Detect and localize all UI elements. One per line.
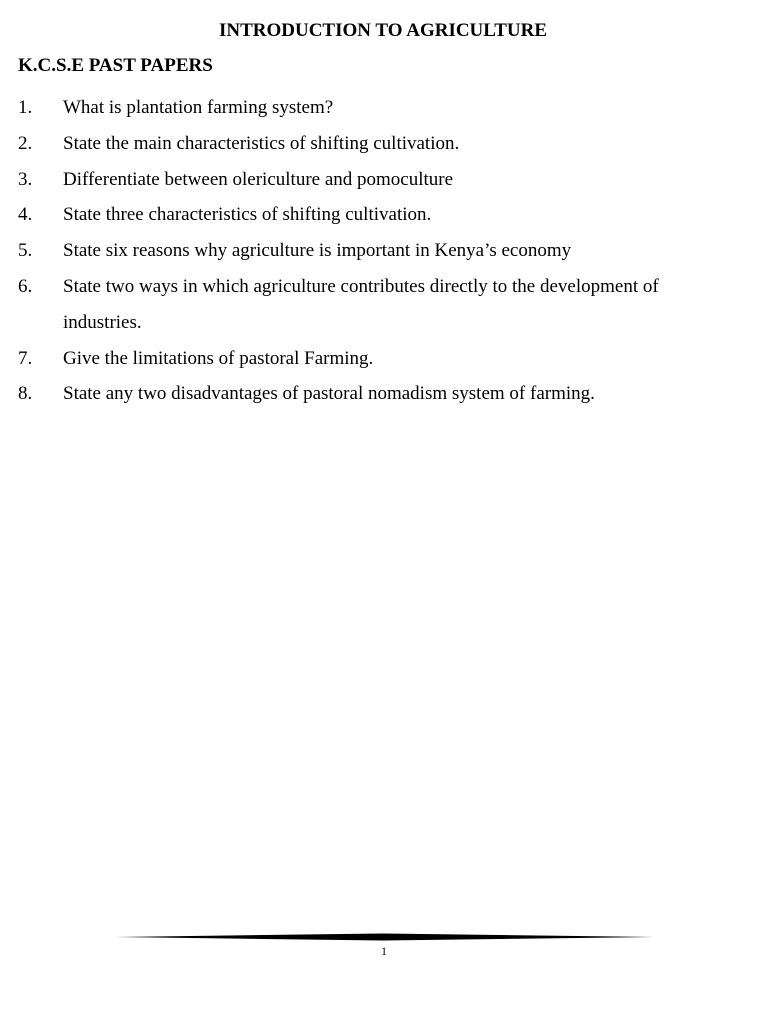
question-number: 5. xyxy=(18,240,33,262)
question-number: 7. xyxy=(18,347,33,369)
question-item xyxy=(0,162,768,198)
footer-rule xyxy=(114,933,654,941)
question-number: 4. xyxy=(18,204,33,226)
question-text: Give the limitations of pastoral Farming. xyxy=(63,347,374,369)
question-item xyxy=(0,197,768,233)
question-item xyxy=(0,341,768,377)
section-heading: K.C.S.E PAST PAPERS xyxy=(18,55,213,76)
question-text: State two ways in which agriculture contributes directly to the development of industries. xyxy=(63,275,659,333)
question-number: 8. xyxy=(18,383,33,405)
question-text: State any two disadvantages of pastoral nomadism system of farming. xyxy=(63,383,595,405)
question-text: What is plantation farming system? xyxy=(63,97,334,118)
question-text: State six reasons why agriculture is important in Kenya’s economy xyxy=(63,240,572,262)
question-text: State the main characteristics of shifting cultivation. xyxy=(63,132,460,154)
question-number: 3. xyxy=(18,168,33,190)
question-item xyxy=(0,233,768,269)
question-item xyxy=(0,126,768,162)
question-number: 1. xyxy=(18,97,33,118)
question-list xyxy=(0,90,768,412)
question-number: 6. xyxy=(18,275,33,297)
page-number: 1 xyxy=(381,944,387,958)
question-item xyxy=(0,376,768,412)
question-number: 2. xyxy=(18,132,33,154)
question-item xyxy=(0,269,768,341)
document-title: INTRODUCTION TO AGRICULTURE xyxy=(218,20,547,41)
question-text: State three characteristics of shifting cultivation. xyxy=(63,204,432,226)
question-text: Differentiate between olericulture and pomoculture xyxy=(63,168,454,190)
question-item xyxy=(0,90,768,126)
